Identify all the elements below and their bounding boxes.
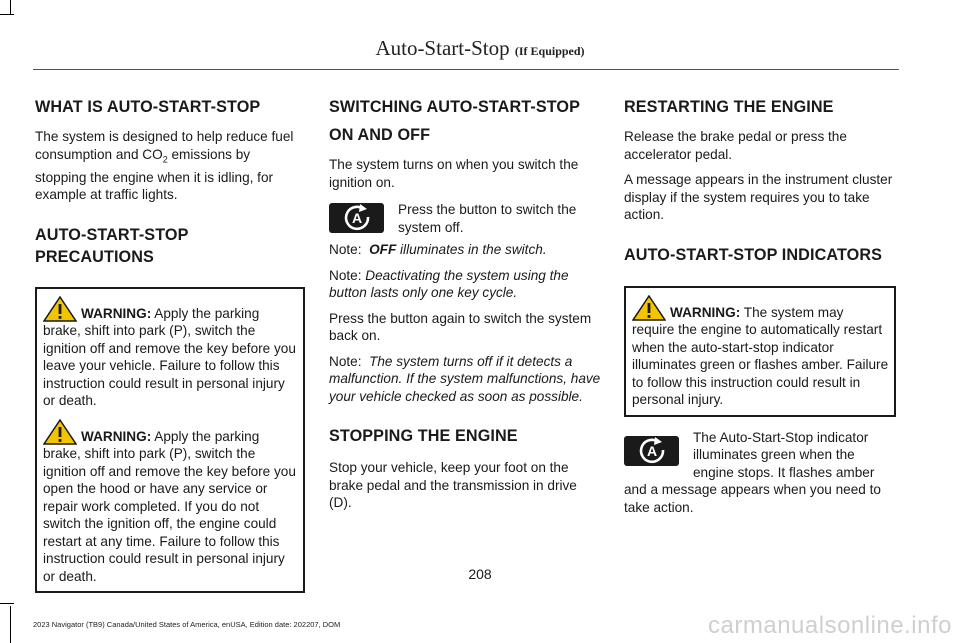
warning-label: WARNING: xyxy=(670,304,741,320)
warning-label: WARNING: xyxy=(81,428,152,444)
press-button-text: Press the button to switch the system off. xyxy=(398,202,577,235)
heading-restarting: RESTARTING THE ENGINE xyxy=(624,98,834,116)
note-2: Note: Deactivating the system using the button lasts only one key cycle. xyxy=(329,267,569,300)
warning-box xyxy=(624,286,896,417)
icon-row xyxy=(329,201,601,237)
paragraph-turns-on: The system turns on when you switch the ignition on. xyxy=(329,157,579,190)
crop-mark xyxy=(10,606,11,643)
auto-start-stop-icon xyxy=(624,436,679,466)
page-title xyxy=(0,36,960,61)
column-left xyxy=(35,96,305,593)
heading-what-is: WHAT IS AUTO-START-STOP xyxy=(35,98,261,116)
warning-triangle-icon xyxy=(43,419,77,445)
warning-box xyxy=(35,287,305,594)
warning-triangle-icon xyxy=(43,296,77,322)
warning-text: Apply the parking brake, shift into park (P), switch the ignition off and remove the key before you leave your vehicle. Failure to follow this instruction could result in personal injury or death. xyxy=(43,305,296,409)
watermark: carmanualsonline.info xyxy=(708,612,952,639)
column-right xyxy=(624,96,896,516)
heading-stopping: STOPPING THE ENGINE xyxy=(329,427,518,445)
crop-mark xyxy=(10,0,11,14)
header-divider xyxy=(33,69,899,70)
warning-1 xyxy=(43,296,298,410)
warning-label: WARNING: xyxy=(81,305,152,321)
paragraph-press-again: Press the button again to switch the system back on. xyxy=(329,310,592,343)
crop-mark xyxy=(0,14,14,15)
intro-paragraph: The system is designed to help reduce fuel consumption and $CO_2$ emissions by stopping the engine when it is idling, for example at traffic lights. xyxy=(35,129,294,203)
crop-mark xyxy=(0,603,14,604)
column-middle xyxy=(329,96,601,512)
page-number: 208 xyxy=(468,566,492,582)
edition-footer: 2023 Navigator (TB9) Canada/United States of America, enUSA, Edition date: 202207, DOM xyxy=(33,620,341,629)
warning-2 xyxy=(43,419,298,586)
warning-text: Apply the parking brake, shift into park (P), switch the ignition off and remove the key before you open the hood or have any service or repair work completed. If you do not switch the ignition off, the engine could restart at any time. Failure to follow this instruction could result in personal injury or death. xyxy=(43,428,296,584)
heading-indicators: AUTO-START-STOP INDICATORS xyxy=(624,245,883,264)
heading-precautions: AUTO-START-STOP PRECAUTIONS xyxy=(35,225,189,266)
svg-text:A: A xyxy=(646,442,657,459)
section-subtitle: (If Equipped) xyxy=(514,44,585,58)
note-1: Note: OFF illuminates in the switch. xyxy=(329,242,547,257)
auto-start-stop-icon xyxy=(329,203,384,233)
note-3: Note: The system turns off if it detects a malfunction. If the system malfunctions, have your vehicle checked as soon as possible. xyxy=(329,353,601,404)
paragraph-message: A message appears in the instrument cluster display if the system requires you to take action. xyxy=(624,172,893,222)
warning-indicator xyxy=(632,295,889,409)
paragraph-release: Release the brake pedal or press the accelerator pedal. xyxy=(624,129,847,162)
indicator-row xyxy=(624,429,896,517)
indicator-text: The Auto-Start-Stop indicator illuminates green when the engine stops. It flashes amber and a message appears when you need to take action. xyxy=(624,429,881,515)
warning-text: The system may require the engine to automatically restart when the auto-start-stop indicator illuminates green or flashes amber. Failure to follow this instruction could result in personal injury. xyxy=(632,304,889,407)
paragraph-stopping: Stop your vehicle, keep your foot on the brake pedal and the transmission in drive (D). xyxy=(329,460,577,510)
heading-switching: SWITCHING AUTO-START-STOP ON AND OFF xyxy=(329,98,581,144)
section-title: Auto-Start-Stop xyxy=(375,36,510,60)
warning-triangle-icon xyxy=(632,295,666,321)
svg-text:A: A xyxy=(351,210,362,226)
